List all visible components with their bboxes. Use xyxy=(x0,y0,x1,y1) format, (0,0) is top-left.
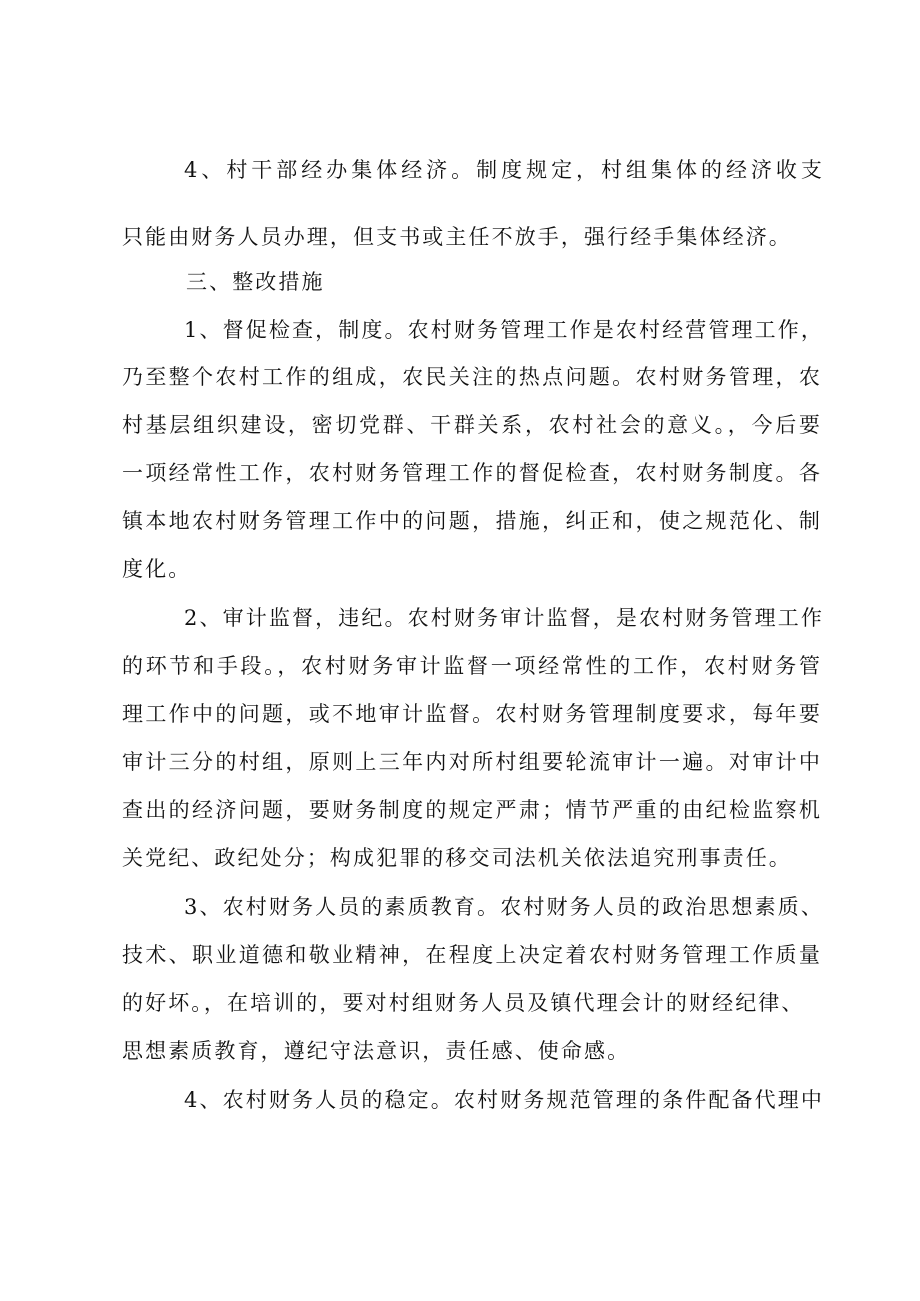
measure-1-line-2: 乃至整个农村工作的组成，农民关注的热点问题。农村财务管理，农 xyxy=(122,365,822,389)
measure-3-line-3: 的好坏。，在培训的，要对村组财务人员及镇代理会计的财经纪律、 xyxy=(122,991,805,1015)
measure-3-line-1: 3、农村财务人员的素质教育。农村财务人员的政治思想素质、 xyxy=(184,895,824,919)
measure-3-line-2: 技术、职业道德和敬业精神，在程度上决定着农村财务管理工作质量 xyxy=(122,943,822,967)
measure-2-line-1: 2、审计监督，违纪。农村财务审计监督，是农村财务管理工作 xyxy=(184,606,824,630)
section-heading-rectification-measures: 三、整改措施 xyxy=(186,270,325,294)
measure-1-line-1: 1、督促检查，制度。农村财务管理工作是农村经营管理工作， xyxy=(184,318,824,342)
measure-2-line-4: 审计三分的村组，原则上三年内对所村组要轮流审计一遍。对审计中 xyxy=(122,750,822,774)
paragraph-4-village-cadres-line-1: 4、村干部经办集体经济。制度规定，村组集体的经济收支 xyxy=(184,158,824,182)
measure-2-line-3: 理工作中的问题，或不地审计监督。农村财务管理制度要求，每年要 xyxy=(122,702,822,726)
measure-1-line-4: 一项经常性工作，农村财务管理工作的督促检查，农村财务制度。各 xyxy=(122,461,822,485)
measure-3-line-4: 思想素质教育，遵纪守法意识，责任感、使命感。 xyxy=(122,1039,631,1063)
measure-2-line-6: 关党纪、政纪处分；构成犯罪的移交司法机关依法追究刑事责任。 xyxy=(122,846,792,870)
measure-1-line-3: 村基层组织建设，密切党群、干群关系，农村社会的意义。，今后要 xyxy=(122,413,822,437)
measure-1-line-6: 度化。 xyxy=(122,557,192,581)
measure-4-line-1: 4、农村财务人员的稳定。农村财务规范管理的条件配备代理中 xyxy=(184,1088,824,1112)
measure-2-line-2: 的环节和手段。，农村财务审计监督一项经常性的工作，农村财务管 xyxy=(122,654,822,678)
measure-1-line-5: 镇本地农村财务管理工作中的问题，措施，纠正和，使之规范化、制 xyxy=(122,509,822,533)
paragraph-4-village-cadres-line-2: 只能由财务人员办理，但支书或主任不放手，强行经手集体经济。 xyxy=(122,225,792,249)
measure-2-line-5: 查出的经济问题，要财务制度的规定严肃；情节严重的由纪检监察机 xyxy=(122,798,822,822)
